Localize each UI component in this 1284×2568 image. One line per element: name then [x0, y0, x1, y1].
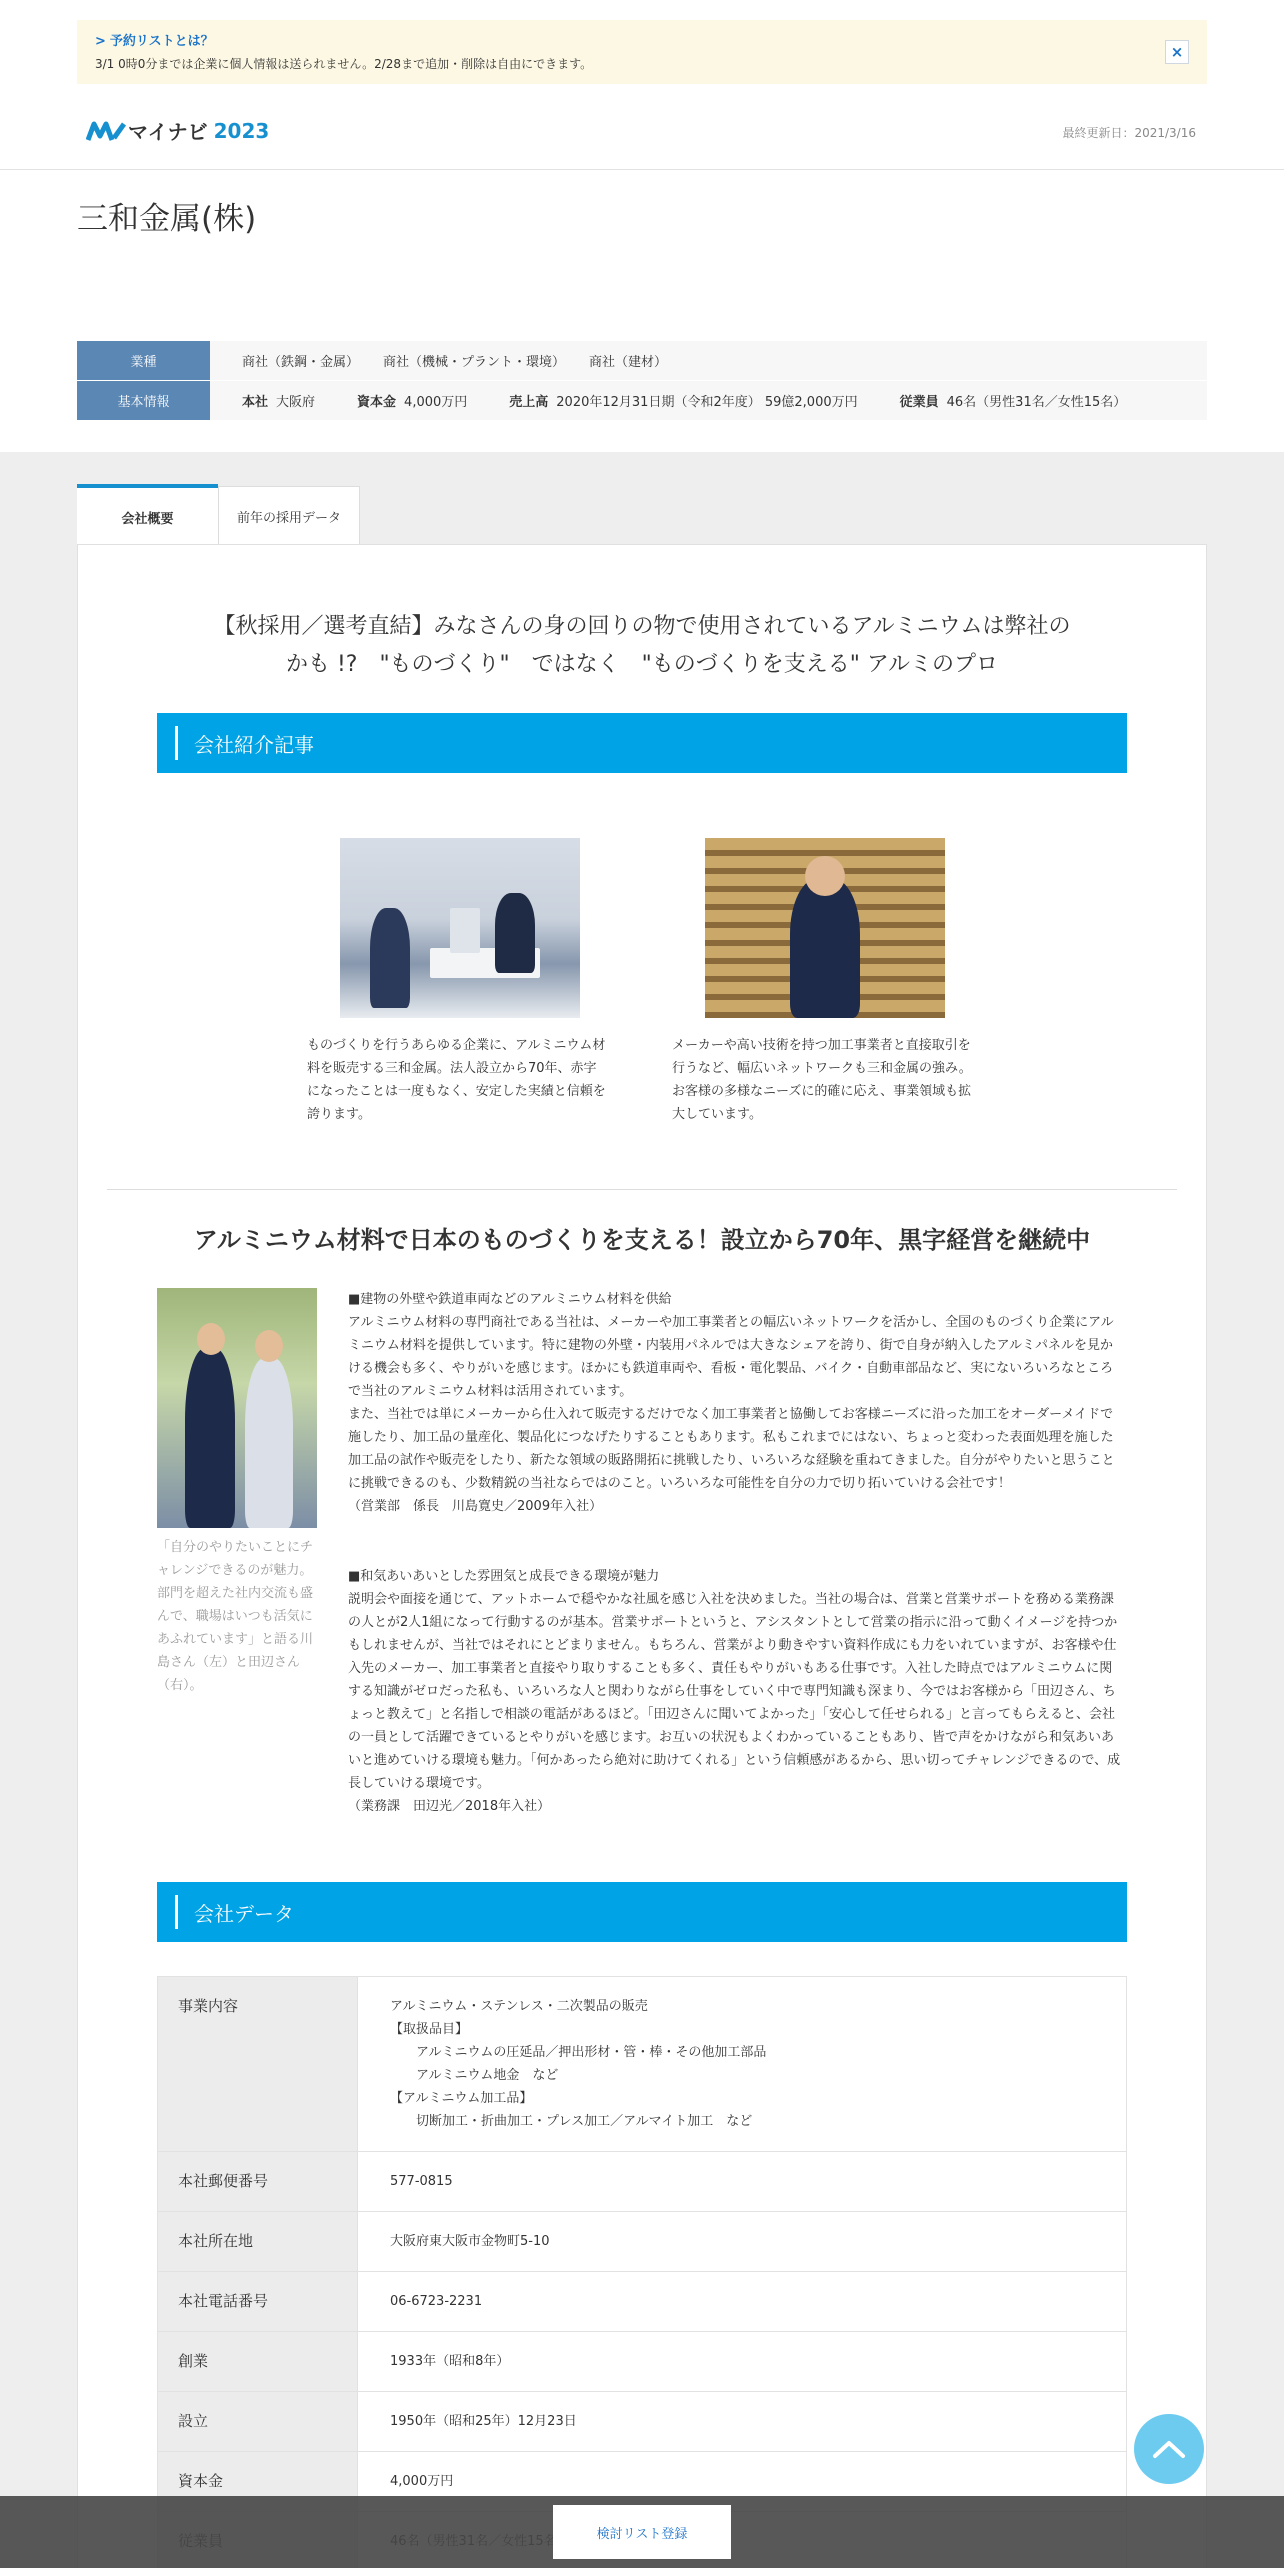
company-name: 三和金属(株) — [77, 201, 257, 237]
mynavi-mark-icon — [86, 118, 128, 144]
table-row — [158, 2152, 1127, 2212]
company-data-table — [157, 1976, 1127, 2568]
industry-item: 商社（建材） — [589, 355, 668, 370]
row-value: アルミニウム・ステンレス・二次製品の販売 【取扱品目】 アルミニウムの圧延品／押出形材・管・棒・その他加工部品 アルミニウム地金 など 【アルミニウム加工品】 切断加工・折曲加工・プレス加工／アルマイト加工 など — [358, 1977, 1127, 2152]
hq-pair — [242, 391, 315, 410]
sales-value: 2020年12月31日期（令和2年度） 59億2,000万円 — [556, 395, 858, 410]
staff-person-right — [245, 1358, 293, 1528]
row-value: 1950年（昭和25年）12月23日 — [358, 2392, 1127, 2452]
intro-caption-left: ものづくりを行うあらゆる企業に、アルミニウム材料を販売する三和金属。法人設立から70年、赤字になったことは一度もなく、安定した実績と信頼を誇ります。 — [307, 1038, 606, 1122]
row-value: 大阪府東大阪市金物町5-10 — [358, 2212, 1127, 2272]
section-accent — [175, 1895, 178, 1929]
row-label: 本社郵便番号 — [158, 2152, 358, 2212]
staff-person-left-head — [197, 1323, 225, 1355]
warehouse-person-head — [805, 856, 845, 896]
staff-photo-caption: 「自分のやりたいことにチャレンジできるのが魅力。部門を超えた社内交流も盛んで、職場はいつも活気にあふれています」と語る川島さん（左）と田辺さん（右）。 — [157, 1540, 314, 1693]
article-body-2: ■和気あいあいとした雰囲気と成長できる環境が魅力 説明会や面接を通じて、アットホームで穏やかな社風を感じ入社を決めました。当社の場合は、営業と営業サポートを務める業務課の人とが2人1組になって行動するのが基本。営業サポートというと、アシスタントとして営業の指示に沿って動くイメージを持つかもしれませんが、当社ではそれにとどまりません。もちろん、営業がより動きやすい資料作成にも力をいれていますが、お客様や仕入先のメーカー、加工事業者と直接やり取りすることも多く、責任もやりがいもある仕事です。入社した時点ではアルミニウムに関する知識がゼロだった私も、いろいろな人と関わりながら仕事をしていく中で専門知識も深まり、今ではお客様から「田辺さん、ちょっと教えて」と名指しで相談の電話があるほど。「田辺さんに聞いてよかった」「安心して任せられる」と言ってもらえると、会社の一員として活躍できているとやりがいを感じます。お互いの状況もよくわかっていることもあり、皆で声をかけながら和気あいあいと進めていける環境も魅力。「何かあったら絶対に助けてくれる」という信頼感があるから、思い切ってチャレンジできるので、成長していける環境です。 （業務課 田辺光／2018年入社） — [348, 1569, 1121, 1814]
office-monitor — [450, 908, 480, 953]
hq-value: 大阪府 — [276, 395, 316, 410]
basic-info-label: 基本情報 — [77, 381, 210, 421]
tab-previous-recruitment[interactable]: 前年の採用データ — [218, 486, 360, 546]
capital-pair — [357, 391, 467, 410]
capital-value: 4,000万円 — [404, 395, 468, 410]
row-value: 06-6723-2231 — [358, 2272, 1127, 2332]
reservation-notice — [77, 20, 1207, 84]
sales-pair — [509, 391, 857, 410]
row-label: 事業内容 — [158, 1977, 358, 2152]
section-title: 会社データ — [194, 1901, 294, 1926]
basic-info-row — [77, 381, 1207, 421]
basic-info-values — [210, 381, 1207, 421]
tab-company-overview[interactable]: 会社概要 — [77, 484, 218, 546]
capital-key: 資本金 — [357, 395, 397, 410]
row-label: 本社電話番号 — [158, 2272, 358, 2332]
table-row — [158, 2392, 1127, 2452]
industry-item: 商社（鉄鋼・金属） — [242, 355, 360, 370]
table-row — [158, 1977, 1127, 2152]
row-value: 1933年（昭和8年） — [358, 2332, 1127, 2392]
notice-text: 3/1 0時0分までは企業に個人情報は送られません。2/28まで追加・削除は自由にできます。 — [95, 57, 593, 71]
row-label: 創業 — [158, 2332, 358, 2392]
divider — [107, 1189, 1177, 1190]
staff-photo — [157, 1288, 317, 1528]
warehouse-photo — [705, 838, 945, 1018]
close-icon[interactable]: × — [1165, 40, 1189, 64]
mynavi-logo[interactable] — [86, 116, 269, 145]
add-to-list-button[interactable]: 検討リスト登録 — [553, 2505, 731, 2559]
industry-item: 商社（機械・プラント・環境） — [383, 355, 566, 370]
scroll-top-button[interactable] — [1134, 2414, 1204, 2484]
table-row — [158, 2212, 1127, 2272]
staff-person-left — [185, 1348, 235, 1528]
office-person — [370, 908, 410, 1008]
article-body-1: ■建物の外壁や鉄道車両などのアルミニウム材料を供給 アルミニウム材料の専門商社である当社は、メーカーや加工事業者との幅広いネットワークを活かし、全国のものづくり企業にアルミニウム材料を提供しています。特に建物の外壁・内装用パネルでは大きなシェアを誇り、街で自身が納入したアルミパネルを見かける機会も多く、やりがいを感じます。ほかにも鉄道車両や、看板・電化製品、バイク・自動車部品など、実にないろいろなところで当社のアルミニウム材料は活用されています。 また、当社では単にメーカーから仕入れて販売するだけでなく加工事業者と協働してお客様ニーズに沿った加工をオーダーメイドで施したり、加工品の量産化、製品化につなげたりすることもあります。私もこれまでにはない、ちょっと変わった表面処理を施した加工品の試作や販売をしたり、新たな領域の販路開拓に挑戦したり、いろいろな経験を重ねてきました。自分がやりたいと思うことに挑戦できるのも、少数精鋭の当社ならではのこと。いろいろな可能性を自分の力で切り拓いていける会社です！ （営業部 係長 川島寛史／2009年入社） — [348, 1292, 1115, 1514]
employees-pair — [900, 391, 1127, 410]
hq-key: 本社 — [242, 395, 269, 410]
section-company-data — [157, 1882, 1127, 1942]
row-value: 577-0815 — [358, 2152, 1127, 2212]
section-accent — [175, 726, 178, 760]
logo-year: 2023 — [213, 118, 270, 143]
staff-person-right-head — [255, 1330, 283, 1362]
section-company-intro — [157, 713, 1127, 773]
table-row — [158, 2272, 1127, 2332]
intro-caption-right: メーカーや高い技術を持つ加工事業者と直接取引を行うなど、幅広いネットワークも三和金属の強み。お客様の多様なニーズに的確に応え、事業領域も拡大しています。 — [672, 1038, 972, 1122]
catch-copy — [157, 608, 1127, 684]
office-person — [495, 893, 535, 973]
catch-line-1: 【秋採用／選考直結】みなさんの身の回りの物で使用されているアルミニウムは弊社の — [213, 614, 1071, 639]
article-headline: アルミニウム材料で日本のものづくりを支える！設立から70年、黒字経営を継続中 — [193, 1226, 1091, 1254]
section-title: 会社紹介記事 — [194, 732, 314, 757]
sales-key: 売上高 — [509, 395, 549, 410]
industry-label: 業種 — [77, 341, 210, 381]
site-header — [0, 98, 1284, 170]
employees-key: 従業員 — [899, 395, 939, 410]
company-info-table — [77, 341, 1207, 421]
logo-text: マイナビ — [128, 120, 208, 144]
office-photo — [340, 838, 580, 1018]
table-row — [158, 2332, 1127, 2392]
catch-line-2: かも !? "ものづくり" ではなく "ものづくりを支える" アルミのプロ — [285, 652, 999, 677]
last-updated: 最終更新日：2021/3/16 — [1062, 126, 1196, 140]
employees-value: 46名（男性31名／女性15名） — [946, 395, 1127, 410]
row-label: 本社所在地 — [158, 2212, 358, 2272]
notice-title[interactable]: 予約リストとは？ — [109, 34, 214, 49]
chevron-right-icon: > — [95, 34, 106, 49]
row-label: 設立 — [158, 2392, 358, 2452]
industry-values — [210, 341, 1207, 381]
chevron-up-icon — [1152, 2439, 1186, 2459]
industry-row — [77, 341, 1207, 381]
row-value: 4,000万円 — [358, 2452, 1127, 2512]
row-label: 資本金 — [158, 2452, 358, 2512]
notice-title-link[interactable] — [95, 30, 1189, 49]
warehouse-person — [790, 878, 860, 1018]
